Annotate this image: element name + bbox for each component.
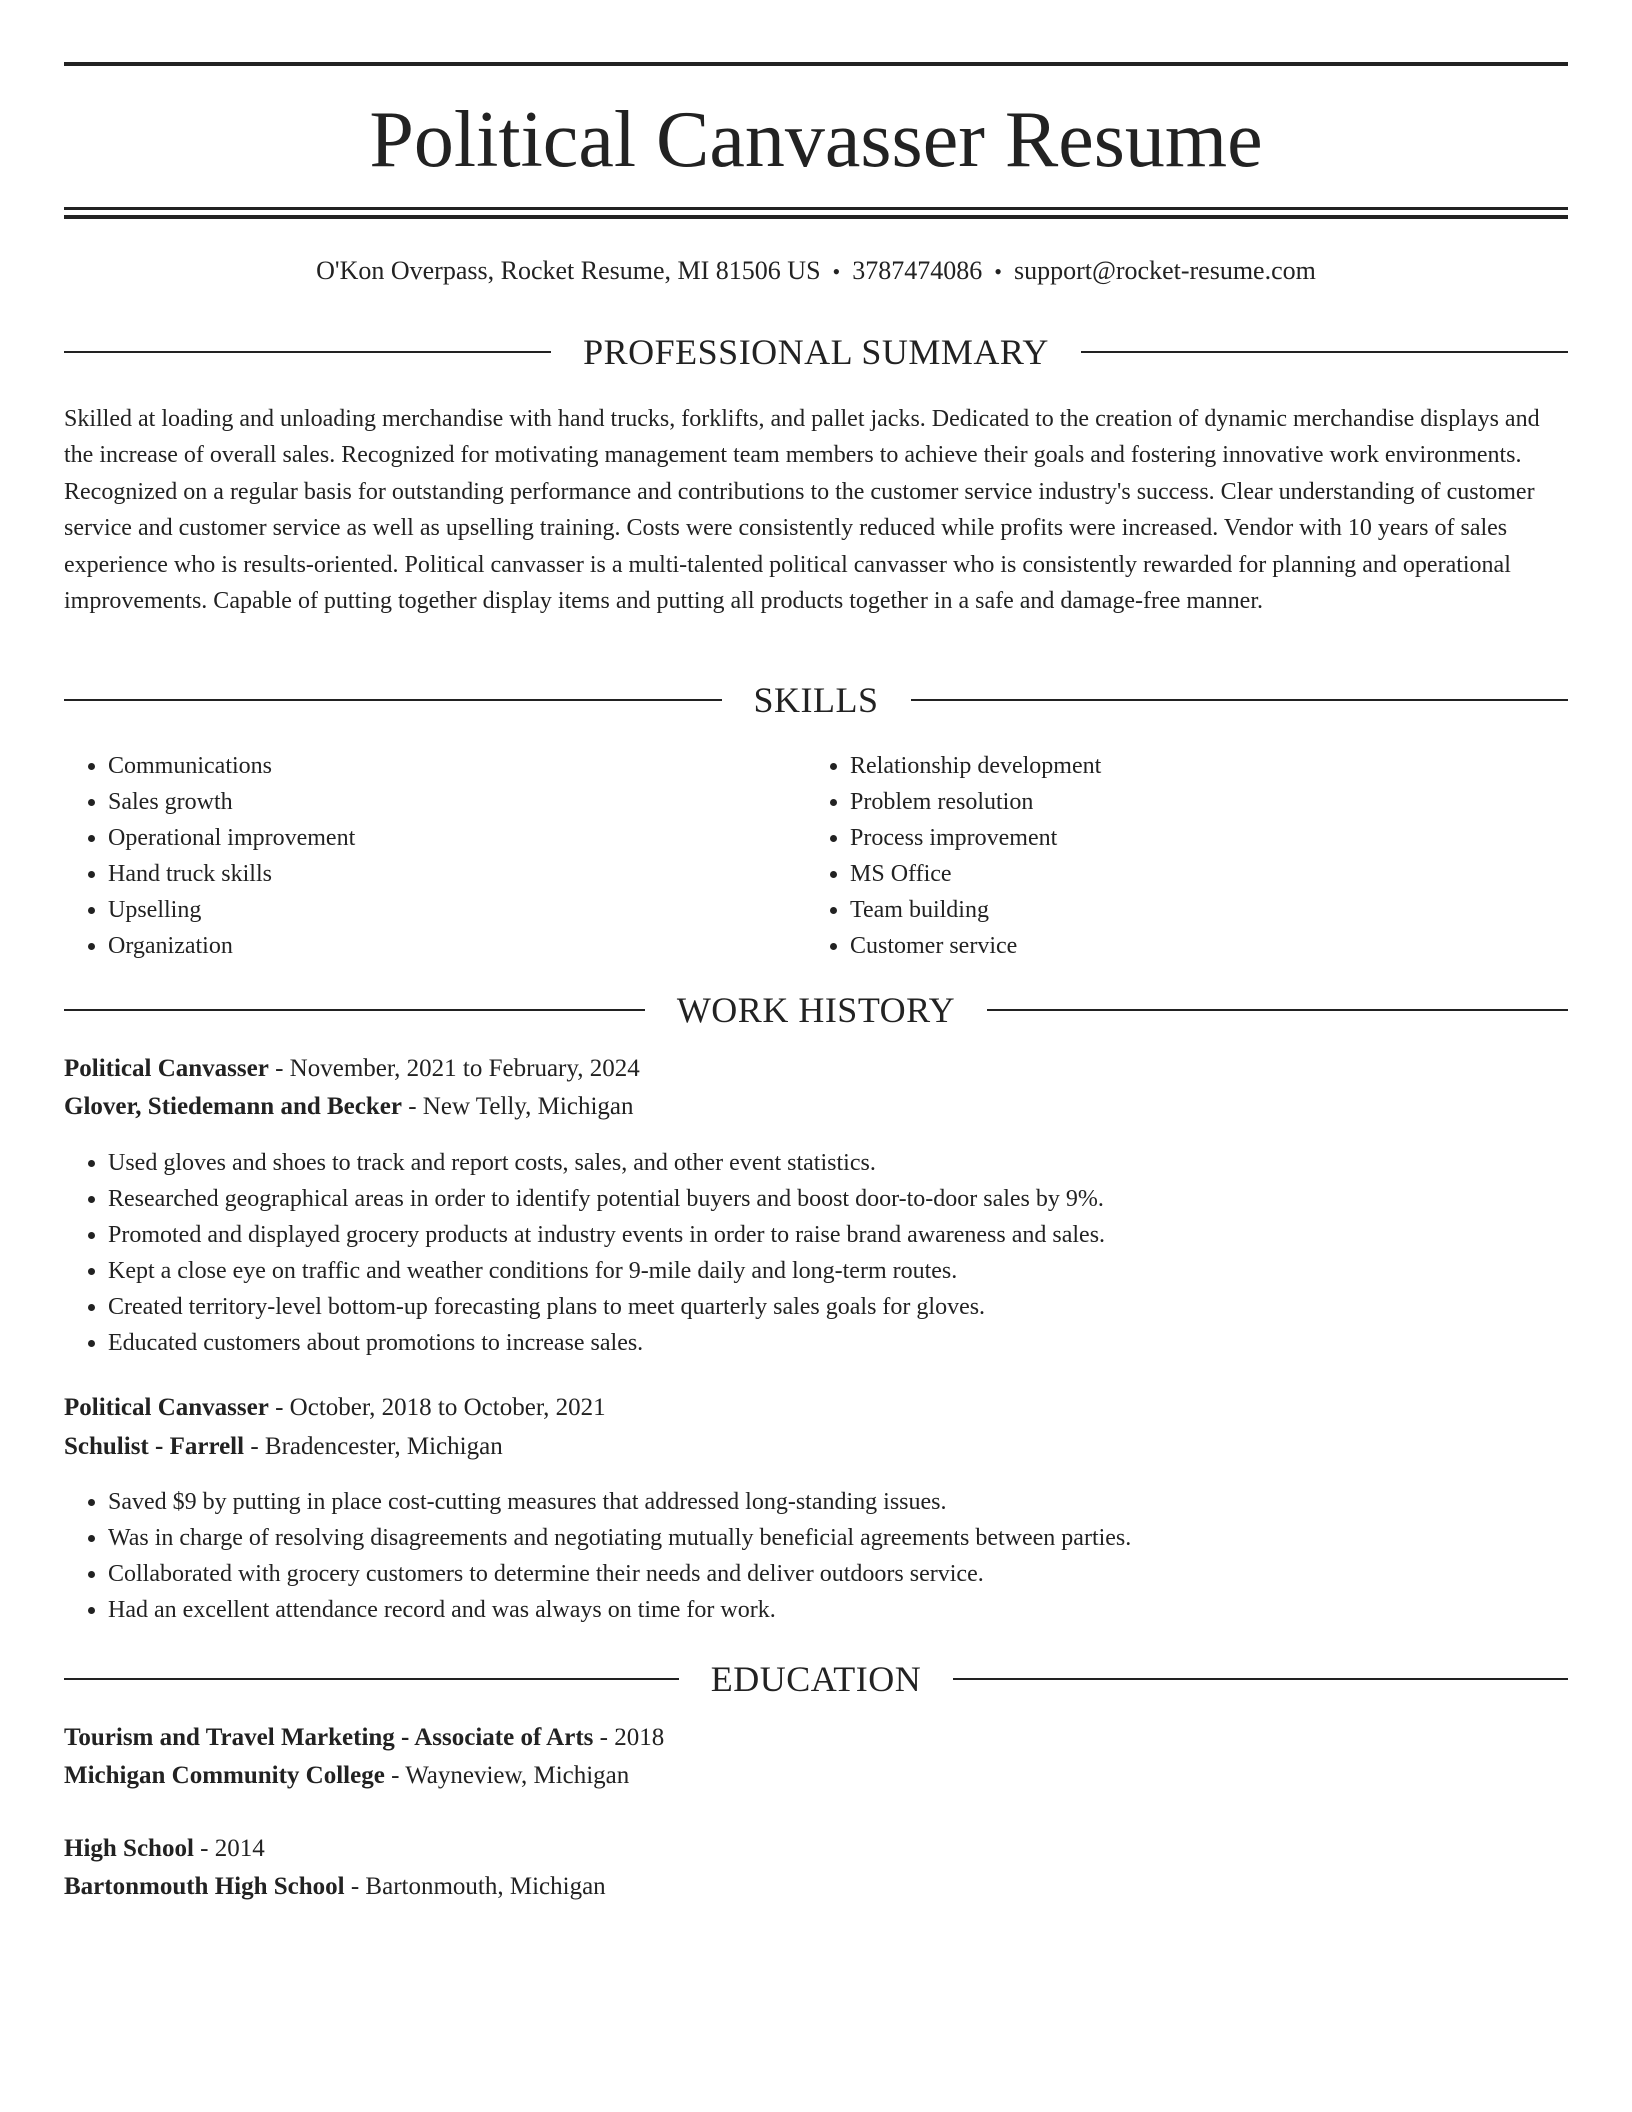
list-item: • Used gloves and shoes to track and report costs, sales, and other event statistics. [108,1145,1612,1181]
header-bottom-rule [64,215,1568,219]
section-heading-skills [64,679,1568,721]
section-rule [953,1678,1568,1680]
header-bottom-rule [64,207,1568,210]
job-company: Glover, Stiedemann and Becker [64,1093,402,1120]
education-school: Bartonmouth High School [64,1873,345,1900]
job-title: Political Canvasser [64,1055,269,1082]
skill-item: • Sales growth [108,784,806,820]
skills-column-left [64,748,806,964]
education-degree-line [64,1723,1568,1753]
education-school-line [64,1872,1568,1902]
job-title-line [64,1054,1568,1084]
section-heading-work [64,989,1568,1031]
contact-separator: • [994,259,1002,284]
section-rule [64,1009,645,1011]
skill-item: • Operational improvement [108,820,806,856]
job-title: Political Canvasser [64,1394,269,1421]
skill-item: • Relationship development [850,748,1548,784]
education-year: - 2018 [593,1724,665,1751]
education-location: - Bartonmouth, Michigan [344,1873,606,1900]
list-item: • Kept a close eye on traffic and weather conditions for 9-mile daily and long-term routes. [108,1253,1612,1289]
skill-item: • Problem resolution [850,784,1548,820]
section-rule [1081,351,1568,353]
skill-item: • Team building [850,892,1548,928]
skill-item: • Organization [108,928,806,964]
job-title-line [64,1393,1568,1423]
job-location: - New Telly, Michigan [401,1093,634,1120]
skill-item: • MS Office [850,856,1548,892]
job-company-line [64,1432,1568,1462]
list-item: • Saved $9 by putting in place cost-cutting measures that addressed long-standing issues. [108,1484,1612,1520]
job-dates: - November, 2021 to February, 2024 [268,1055,640,1082]
section-rule [987,1009,1568,1011]
section-rule [64,699,722,701]
contact-address: O'Kon Overpass, Rocket Resume, MI 81506 US [316,256,821,285]
education-degree-line [64,1834,1568,1864]
skill-item: • Customer service [850,928,1548,964]
list-item: • Collaborated with grocery customers to determine their needs and deliver outdoors service. [108,1556,1612,1592]
section-rule [64,351,551,353]
section-heading-education [64,1658,1568,1700]
education-degree: Tourism and Travel Marketing - Associate of Arts [64,1724,594,1751]
education-degree: High School [64,1835,194,1862]
list-item: • Was in charge of resolving disagreements and negotiating mutually beneficial agreements between parties. [108,1520,1612,1556]
contact-phone: 3787474086 [852,256,983,285]
education-year: - 2014 [193,1835,265,1862]
education-school-line [64,1761,1568,1791]
list-item: • Educated customers about promotions to increase sales. [108,1325,1612,1361]
section-title: EDUCATION [710,1659,922,1699]
header-top-rule [64,62,1568,66]
job-dates: - October, 2018 to October, 2021 [268,1394,606,1421]
section-heading-summary [64,331,1568,373]
contact-line [64,256,1568,287]
skill-item: • Process improvement [850,820,1548,856]
list-item: • Promoted and displayed grocery products at industry events in order to raise brand awareness and sales. [108,1217,1612,1253]
section-title: WORK HISTORY [676,990,956,1030]
skills-column-right [806,748,1548,964]
page-title: Political Canvasser Resume [369,96,1263,184]
education-school: Michigan Community College [64,1762,385,1789]
summary-text: Skilled at loading and unloading merchandise with hand trucks, forklifts, and pallet jacks. Dedicated to the creation of dynamic merchandise displays and the increase of overall sales. Recognized for motivating management team members to achieve their goals and fostering innovative work environments. Recognized on a regular basis for outstanding performance and contributions to the customer service industry's success. Clear understanding of customer service and customer service as well as upselling training. Costs were consistently reduced while profits were increased. Vendor with 10 years of sales experience who is results-oriented. Political canvasser is a multi-talented political canvasser who is consistently rewarded for planning and operational improvements. Capable of putting together display items and putting all products together in a safe and damage-free manner. [64,406,1540,615]
job-location: - Bradencester, Michigan [244,1433,503,1460]
section-rule [64,1678,679,1680]
list-item: • Created territory-level bottom-up forecasting plans to meet quarterly sales goals for gloves. [108,1289,1612,1325]
skills-list [64,748,1568,964]
job-company: Schulist - Farrell [64,1433,245,1460]
list-item: • Researched geographical areas in order to identify potential buyers and boost door-to-door sales by 9%. [108,1181,1612,1217]
education-location: - Wayneview, Michigan [384,1762,630,1789]
contact-separator: • [832,259,841,284]
job-bullets [64,1484,1612,1628]
section-title: PROFESSIONAL SUMMARY [583,332,1049,372]
contact-email: support@rocket-resume.com [1013,256,1316,285]
section-rule [911,699,1569,701]
skill-item: • Upselling [108,892,806,928]
skill-item: • Hand truck skills [108,856,806,892]
job-bullets [64,1145,1612,1361]
skill-item: • Communications [108,748,806,784]
section-title: SKILLS [753,680,879,720]
list-item: • Had an excellent attendance record and was always on time for work. [108,1592,1612,1628]
job-company-line [64,1092,1568,1122]
